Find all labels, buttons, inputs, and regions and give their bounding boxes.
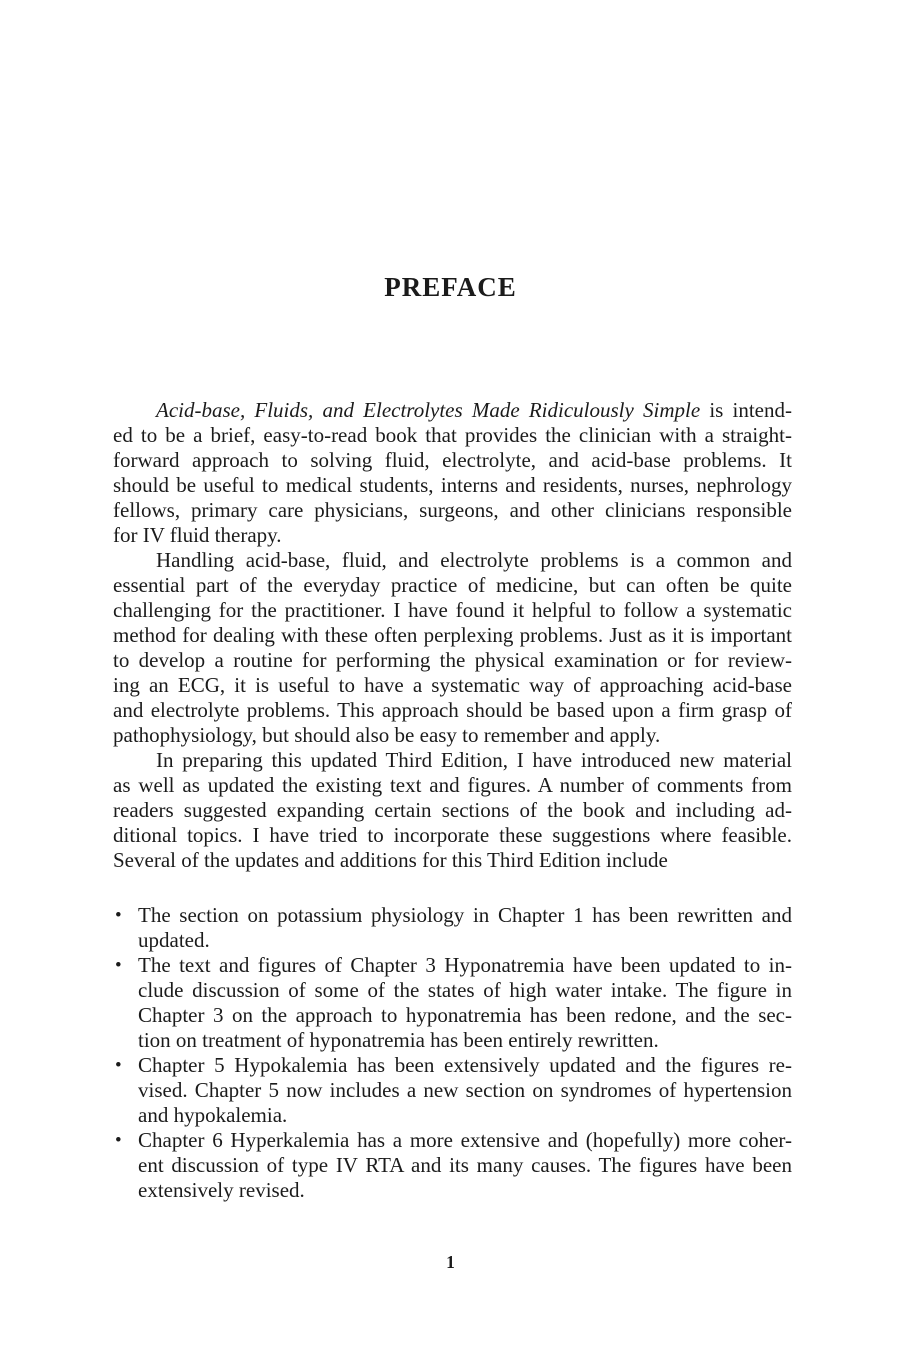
bullet-icon: •: [115, 955, 122, 976]
text-line: tion on treatment of hyponatremia has been entirely rewritten.: [138, 1028, 659, 1052]
bullet-item-chapter1: [113, 903, 792, 953]
text-line: and electrolyte problems. This approach should be based upon a firm grasp of: [113, 698, 792, 722]
body-text: [113, 398, 792, 1203]
bullet-item-chapter3: [113, 953, 792, 1053]
page-title: PREFACE: [384, 272, 517, 302]
bullet-icon: •: [115, 1130, 122, 1151]
text-line: extensively revised.: [138, 1178, 305, 1202]
bullet-icon: •: [115, 905, 122, 926]
text-line: ed to be a brief, easy-to-read book that provides the clinician with a straight-: [113, 423, 792, 447]
text-line: to develop a routine for performing the physical examination or for review-: [113, 648, 792, 672]
text-line: challenging for the practitioner. I have found it helpful to follow a systematic: [113, 598, 792, 622]
text-line-rest: is intend-: [700, 398, 792, 422]
text-line: Chapter 5 Hypokalemia has been extensively updated and the figures re-: [138, 1053, 792, 1077]
text-line: [113, 398, 792, 423]
text-line: fellows, primary care physicians, surgeons, and other clinicians responsible: [113, 498, 792, 522]
text-line: Several of the updates and additions for this Third Edition include: [113, 848, 668, 872]
text-line: ditional topics. I have tried to incorporate these suggestions where feasible.: [113, 823, 792, 847]
text-line: and hypokalemia.: [138, 1103, 288, 1127]
page-number: 1: [446, 1252, 455, 1272]
text-line: ing an ECG, it is useful to have a systematic way of approaching acid-base: [113, 673, 792, 697]
text-line: updated.: [138, 928, 210, 952]
text-line: Chapter 3 on the approach to hyponatremia has been redone, and the sec-: [138, 1003, 792, 1027]
text-line: Handling acid-base, fluid, and electrolyte problems is a common and: [156, 548, 792, 572]
bullet-item-chapter6: [113, 1128, 792, 1203]
text-line: should be useful to medical students, interns and residents, nurses, nephrology: [113, 473, 792, 497]
text-line: In preparing this updated Third Edition, I have introduced new material: [156, 748, 792, 772]
text-line: readers suggested expanding certain sections of the book and including ad-: [113, 798, 792, 822]
book-title-italic: Acid-base, Fluids, and Electrolytes Made Ridiculously Simple: [156, 398, 701, 422]
text-line: essential part of the everyday practice of medicine, but can often be quite: [113, 573, 792, 597]
text-line: as well as updated the existing text and figures. A number of comments from: [113, 773, 792, 797]
bullet-item-chapter5: [113, 1053, 792, 1128]
text-line: forward approach to solving fluid, electrolyte, and acid-base problems. It: [113, 448, 792, 472]
text-line: The section on potassium physiology in Chapter 1 has been rewritten and: [138, 903, 792, 927]
text-line: method for dealing with these often perplexing problems. Just as it is important: [113, 623, 792, 647]
text-line: clude discussion of some of the states of high water intake. The figure in: [138, 978, 792, 1002]
text-line: vised. Chapter 5 now includes a new section on syndromes of hypertension: [138, 1078, 792, 1102]
bullet-icon: •: [115, 1055, 122, 1076]
text-line: ent discussion of type IV RTA and its many causes. The figures have been: [138, 1153, 792, 1177]
paragraph-intro: [113, 398, 792, 548]
text-line: Chapter 6 Hyperkalemia has a more extensive and (hopefully) more coher-: [138, 1128, 792, 1152]
paragraph-third-edition: [113, 748, 792, 873]
updates-bullet-list: [113, 903, 792, 1203]
text-line: pathophysiology, but should also be easy to remember and apply.: [113, 723, 661, 747]
paragraph-systematic: [113, 548, 792, 748]
text-line: The text and figures of Chapter 3 Hyponatremia have been updated to in-: [138, 953, 792, 977]
text-line: for IV fluid therapy.: [113, 523, 282, 547]
